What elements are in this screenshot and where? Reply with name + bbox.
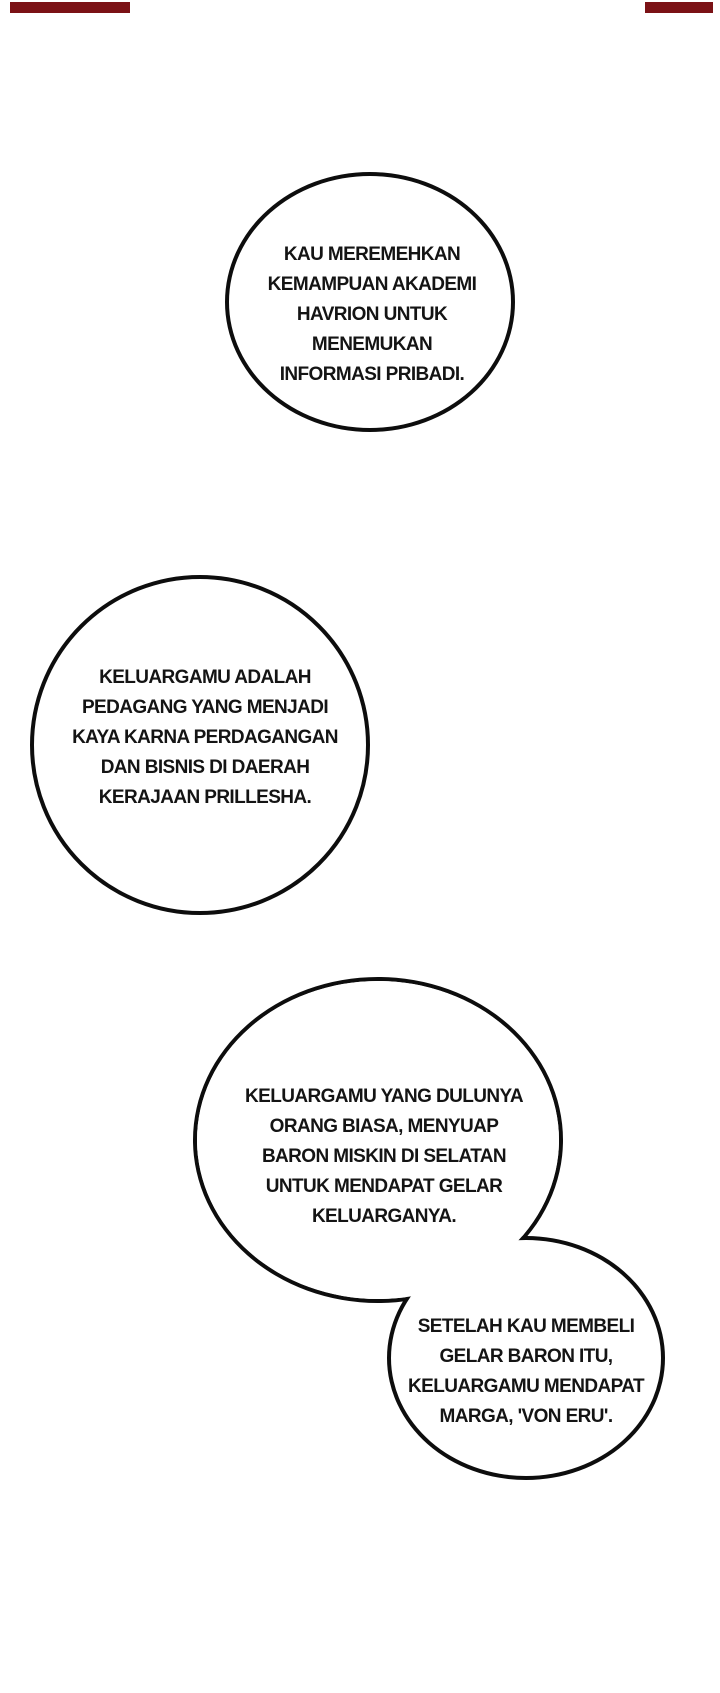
top-right-red-bar [645,2,713,13]
speech-bubble-4-text: SETELAH KAU MEMBELI GELAR BARON ITU, KELUARGAMU MENDAPAT MARGA, 'VON ERU'. [408,1316,644,1427]
speech-bubble-1-text: KAU MEREMEHKAN KEMAMPUAN AKADEMI HAVRION UNTUK MENEMUKAN INFORMASI PRIBADI. [267,244,477,385]
top-left-red-bar [10,2,130,13]
speech-bubble-2-text: KELUARGAMU ADALAH PEDAGANG YANG MENJADI KAYA KARNA PERDAGANGAN DAN BISNIS DI DAERAH KERAJAAN PRILLESHA. [72,667,338,808]
speech-bubble-3-text: KELUARGAMU YANG DULUNYA ORANG BIASA, MENYUAP BARON MISKIN DI SELATAN UNTUK MENDAPAT GELAR KELUARGANYA. [245,1086,523,1227]
